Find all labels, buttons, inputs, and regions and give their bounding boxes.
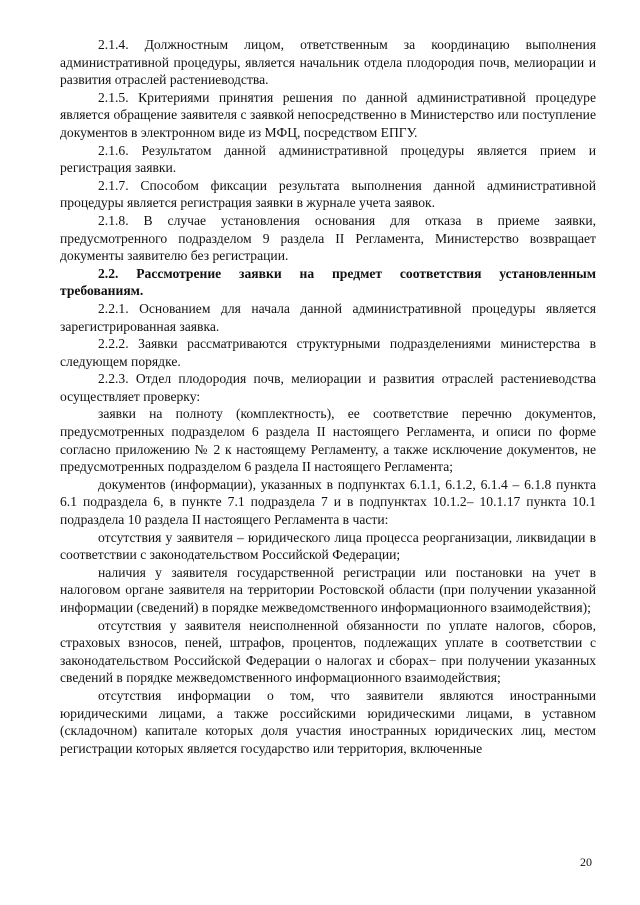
paragraph-2-2-1: 2.2.1. Основанием для начала данной административной процедуры является зарегистрированная заявка. [60,300,596,334]
paragraph-2-1-7: 2.1.7. Способом фиксации результата выполнения данной административной процедуры является регистрация заявки в журнале учета заявок. [60,177,596,211]
document-body [60,36,596,757]
paragraph-2-2-2: 2.2.2. Заявки рассматриваются структурными подразделениями министерства в следующем порядке. [60,336,596,369]
page-number: 20 [580,855,592,869]
paragraph-check-documents: документов (информации), указанных в подпунктах 6.1.1, 6.1.2, 6.1.4 – 6.1.8 пункта 6.1 подраздела 6, в пункте 7.1 подраздела 7 и в подпунктах 10.1.2– 10.1.17 пункта 10.1 подраздела 10 раздела II настоящего Регламента в части: [60,476,596,528]
paragraph-2-1-5: 2.1.5. Критериями принятия решения по данной административной процедуре является обращение заявителя с заявкой непосредственно в Министерство или поступление документов в электронном виде из МФЦ, посредством ЕПГУ. [60,89,596,140]
paragraph-check-completeness: заявки на полноту (комплектность), ее соответствие перечню документов, предусмотренных подразделом 6 раздела II настоящего Регламента, и описи по форме согласно приложению № 2 к настоящему Регламенту, а также исключение документов, не предусмотренных подразделом 6 раздела II настоящего Регламента; [60,406,596,475]
paragraph-no-tax-debt: отсутствия у заявителя неисполненной обязанности по уплате налогов, сборов, страховых взносов, пеней, штрафов, процентов, подлежащих уплате в соответствии с законодательством Российской Федерации о налогах и сборах− при получении указанных сведений в порядке межведомственного информационного взаимодействия; [60,617,596,686]
paragraph-2-2-3: 2.2.3. Отдел плодородия почв, мелиорации и развития отраслей растениеводства осуществляет проверку: [60,371,596,404]
paragraph-2-1-6: 2.1.6. Результатом данной административной процедуры является прием и регистрация заявки. [60,142,596,176]
paragraph-no-foreign-entity: отсутствия информации о том, что заявители являются иностранными юридическими лицами, а также российскими юридическими лицами, в уставном (складочном) капитале которых доля участия иностранных юридических лиц, местом регистрации которых является государство или территория, включенные [60,687,596,756]
section-heading-2-2: 2.2. Рассмотрение заявки на предмет соответствия установленным требованиям. [60,265,596,299]
paragraph-state-registration: наличия у заявителя государственной регистрации или постановки на учет в налоговом органе заявителя на территории Ростовской области (при получении указанной информации (сведений) в порядке межведомственного информационного взаимодействия); [60,564,596,615]
paragraph-no-reorganization: отсутствия у заявителя – юридического лица процесса реорганизации, ликвидации в соответствии с законодательством Российской Федерации; [60,529,596,563]
paragraph-2-1-4: 2.1.4. Должностным лицом, ответственным за координацию выполнения административной процедуры, является начальник отдела плодородия почв, мелиорации и развития отраслей растениеводства. [60,37,596,88]
paragraph-2-1-8: 2.1.8. В случае установления основания для отказа в приеме заявки, предусмотренного подразделом 9 раздела II Регламента, Министерство возвращает документы заявителю без регистрации. [60,212,596,264]
